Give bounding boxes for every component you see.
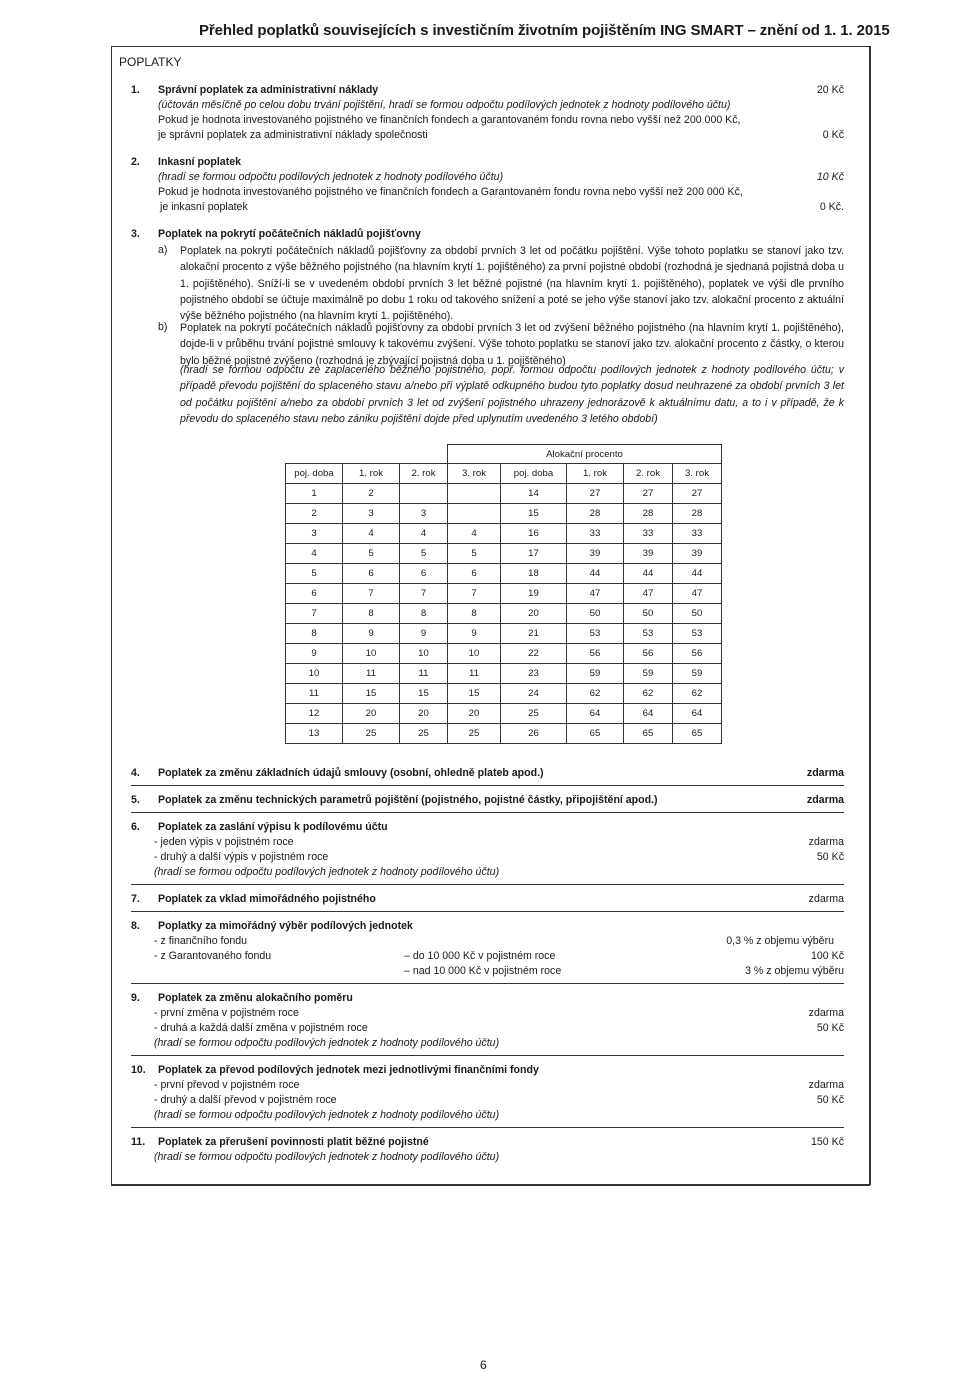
s2-line2: je inkasní poplatek <box>160 201 248 213</box>
table-cell: 24 <box>501 684 567 704</box>
table-cell: 6 <box>286 584 343 604</box>
table-row <box>286 604 722 624</box>
table-cell: 53 <box>567 624 624 644</box>
s4-title: Poplatek za změnu základních údajů smlouvy (osobní, ohledně plateb apod.) <box>158 767 544 779</box>
table-cell: 25 <box>400 724 448 744</box>
s8-amount1: 0,3 % z objemu výběru <box>726 935 834 947</box>
table-cell: 39 <box>673 544 722 564</box>
table-header-cell: 1. rok <box>567 464 624 484</box>
table-row <box>286 644 722 664</box>
table-row <box>286 504 722 524</box>
table-row <box>286 704 722 724</box>
table-cell: 27 <box>673 484 722 504</box>
table-cell: 64 <box>673 704 722 724</box>
s7-amount: zdarma <box>808 893 844 905</box>
s8-item2-tier1: – do 10 000 Kč v pojistném roce <box>404 950 556 962</box>
s7-number: 7. <box>131 893 140 905</box>
s10-amount2: 50 Kč <box>816 1094 844 1106</box>
table-cell: 10 <box>448 644 501 664</box>
table-cell: 50 <box>673 604 722 624</box>
table-row <box>286 484 722 504</box>
table-cell: 4 <box>400 524 448 544</box>
s10-note: (hradí se formou odpočtu podílových jednotek z hodnoty podílového účtu) <box>154 1109 500 1121</box>
separator <box>131 983 844 984</box>
table-cell: 26 <box>501 724 567 744</box>
table-cell: 27 <box>624 484 673 504</box>
table-cell: 20 <box>448 704 501 724</box>
table-cell: 33 <box>567 524 624 544</box>
s6-amount1: zdarma <box>808 836 844 848</box>
table-row <box>286 584 722 604</box>
table-cell: 7 <box>400 584 448 604</box>
table-header-cell: 3. rok <box>673 464 722 484</box>
table-cell: 11 <box>400 664 448 684</box>
table-cell: 4 <box>448 524 501 544</box>
s9-amount2: 50 Kč <box>816 1022 844 1034</box>
table-cell: 64 <box>624 704 673 724</box>
table-cell: 12 <box>286 704 343 724</box>
table-cell: 50 <box>567 604 624 624</box>
s10-amount1: zdarma <box>808 1079 844 1091</box>
table-cell: 9 <box>448 624 501 644</box>
s3-b-label: b) <box>158 321 168 333</box>
s2-amount2: 0 Kč. <box>819 201 844 213</box>
table-cell: 47 <box>673 584 722 604</box>
table-cell: 22 <box>501 644 567 664</box>
s4-amount: zdarma <box>806 767 844 779</box>
s3-a-text: Poplatek na pokrytí počátečních nákladů pojišťovny za období prvních 3 let od počátku pojištění. Výše tohoto poplatku se stanoví jako tzv. alokační procento z výše běžného pojistného (na hlavním krytí 1. pojištěného) za první pojistné období (rozhodná je sjednaná pojistná doba u 1. pojištěného). Sníží-li se v uvedeném období prvních 3 let běžné pojistné (na hlavním krytí 1. pojištěného), poplatek ve výši dle prvního pojistného období se účtuje maximálně po dobu 1 roku od takového snížení a poté se jeho výše stanoví jako tzv. alokační procento z aktuální výše běžného pojistného (na hlavním krytí 1. pojištěného). <box>180 245 844 323</box>
table-cell: 44 <box>673 564 722 584</box>
table-cell: 28 <box>624 504 673 524</box>
table-cell: 8 <box>400 604 448 624</box>
table-row <box>286 564 722 584</box>
table-cell: 8 <box>343 604 400 624</box>
s2-note: (hradí se formou odpočtu podílových jednotek z hodnoty podílového účtu) <box>158 171 504 183</box>
s11-note: (hradí se formou odpočtu podílových jednotek z hodnoty podílového účtu) <box>154 1151 500 1163</box>
table-cell: 47 <box>567 584 624 604</box>
table-cell: 25 <box>501 704 567 724</box>
table-cell: 3 <box>343 504 400 524</box>
table-caption: Alokační procento <box>448 445 722 464</box>
table-cell: 53 <box>624 624 673 644</box>
table-row <box>286 724 722 744</box>
table-cell: 65 <box>624 724 673 744</box>
table-cell: 44 <box>624 564 673 584</box>
separator <box>131 1055 844 1056</box>
table-cell: 9 <box>286 644 343 664</box>
table-cell: 7 <box>448 584 501 604</box>
table-cell: 56 <box>673 644 722 664</box>
separator <box>131 785 844 786</box>
table-cell: 28 <box>673 504 722 524</box>
s2-number: 2. <box>131 156 140 168</box>
frame-right-border <box>869 46 871 1185</box>
document-title: Přehled poplatků souvisejících s investičním životním pojištěním ING SMART – znění od 1. 1. 2015 <box>199 22 890 39</box>
table-cell: 7 <box>343 584 400 604</box>
s9-item2: - druhá a každá další změna v pojistném roce <box>154 1022 368 1034</box>
s4-number: 4. <box>131 767 140 779</box>
table-cell: 20 <box>400 704 448 724</box>
frame-bottom-border <box>111 1184 870 1186</box>
s3-b-text: Poplatek na pokrytí počátečních nákladů pojišťovny za období prvních 3 let od zvýšení běžného pojistného (na hlavním krytí 1. pojištěného), dojde-li v průběhu trvání pojistné smlouvy k takovému zvýšení. Výše tohoto poplatku se stanoví jako tzv. alokační procento z částky, o kterou bylo běžné pojistné zvýšeno (rozhodná je zbývající pojistná doba u 1. pojištěného) <box>180 322 844 367</box>
table-cell: 10 <box>343 644 400 664</box>
s8-amount3: 3 % z objemu výběru <box>745 965 844 977</box>
table-row <box>286 524 722 544</box>
table-cell: 50 <box>624 604 673 624</box>
table-cell: 27 <box>567 484 624 504</box>
s5-title: Poplatek za změnu technických parametrů pojištění (pojistného, pojistné částky, připojištění apod.) <box>158 794 658 806</box>
table-cell: 11 <box>343 664 400 684</box>
table-cell <box>400 484 448 504</box>
s6-number: 6. <box>131 821 140 833</box>
table-cell: 28 <box>567 504 624 524</box>
s9-number: 9. <box>131 992 140 1004</box>
table-cell: 56 <box>624 644 673 664</box>
table-cell: 2 <box>343 484 400 504</box>
table-cell: 62 <box>567 684 624 704</box>
s8-amount2: 100 Kč <box>811 950 844 962</box>
table-cell: 10 <box>400 644 448 664</box>
table-header-cell: 1. rok <box>343 464 400 484</box>
s8-item2-tier2: – nad 10 000 Kč v pojistném roce <box>404 965 562 977</box>
table-cell: 39 <box>567 544 624 564</box>
table-cell: 8 <box>448 604 501 624</box>
table-cell: 10 <box>286 664 343 684</box>
table-cell <box>448 504 501 524</box>
table-cell: 6 <box>400 564 448 584</box>
s8-item1: - z finančního fondu <box>154 935 248 947</box>
table-header-row <box>286 464 722 484</box>
table-cell: 44 <box>567 564 624 584</box>
table-cell: 5 <box>343 544 400 564</box>
table-cell: 11 <box>286 684 343 704</box>
table-cell: 62 <box>673 684 722 704</box>
s6-item1: - jeden výpis v pojistném roce <box>154 836 294 848</box>
s2-line1: Pokud je hodnota investovaného pojistného ve finančních fondech a Garantovaném fondu rovna nebo vyšší než 200 000 Kč, <box>158 186 743 198</box>
table-cell: 59 <box>567 664 624 684</box>
s11-title: Poplatek za přerušení povinnosti platit běžné pojistné <box>158 1136 429 1148</box>
s1-amount2: 0 Kč <box>822 129 844 141</box>
allocation-table <box>285 444 722 744</box>
separator <box>131 812 844 813</box>
table-row <box>286 684 722 704</box>
s6-item2: - druhý a další výpis v pojistném roce <box>154 851 329 863</box>
table-cell: 20 <box>343 704 400 724</box>
s3-b-note: (hradí se formou odpočtu ze zaplaceného běžného pojistného, popř. formou odpočtu podílových jednotek z hodnoty podílového účtu; v případě převodu pojištění do splaceného stavu a/nebo při výplatě odkupného budou tyto poplatky dosud neuhrazené za období prvních 3 let od počátku pojištění a/nebo za období prvních 3 let od zvýšení pojistného uhrazeny jednorázově k aktuálnímu datu, a to i v případě, že k převodu do splaceného stavu nebo zániku pojištění dojde před uplynutím uvedeného 3 letého období) <box>180 364 844 425</box>
table-cell: 59 <box>673 664 722 684</box>
s3-a-label: a) <box>158 244 168 256</box>
table-cell: 2 <box>286 504 343 524</box>
s10-title: Poplatek za převod podílových jednotek mezi jednotlivými finančními fondy <box>158 1064 539 1076</box>
s7-title: Poplatek za vklad mimořádného pojistného <box>158 893 376 905</box>
s9-amount1: zdarma <box>808 1007 844 1019</box>
table-row <box>286 624 722 644</box>
s6-amount2: 50 Kč <box>816 851 844 863</box>
separator <box>131 1127 844 1128</box>
s6-note: (hradí se formou odpočtu podílových jednotek z hodnoty podílového účtu) <box>154 866 500 878</box>
table-cell: 16 <box>501 524 567 544</box>
separator <box>131 911 844 912</box>
table-cell: 62 <box>624 684 673 704</box>
table-row <box>286 664 722 684</box>
s8-item2: - z Garantovaného fondu <box>154 950 272 962</box>
s9-title: Poplatek za změnu alokačního poměru <box>158 992 353 1004</box>
table-cell: 33 <box>624 524 673 544</box>
table-cell: 39 <box>624 544 673 564</box>
table-cell: 9 <box>343 624 400 644</box>
table-header-cell: 2. rok <box>624 464 673 484</box>
table-cell: 33 <box>673 524 722 544</box>
s5-amount: zdarma <box>806 794 844 806</box>
s3-number: 3. <box>131 228 140 240</box>
table-cell: 4 <box>286 544 343 564</box>
table-cell: 19 <box>501 584 567 604</box>
s6-title: Poplatek za zaslání výpisu k podílovému účtu <box>158 821 388 833</box>
table-cell: 8 <box>286 624 343 644</box>
table-cell: 13 <box>286 724 343 744</box>
table-cell: 47 <box>624 584 673 604</box>
table-header-cell: 2. rok <box>400 464 448 484</box>
separator <box>131 884 844 885</box>
section-label: POPLATKY <box>119 55 182 69</box>
s1-line1: Pokud je hodnota investovaného pojistného ve finančních fondech a garantovaném fondu rovna nebo vyšší než 200 000 Kč, <box>158 114 741 126</box>
table-cell: 18 <box>501 564 567 584</box>
s11-amount: 150 Kč <box>811 1136 844 1148</box>
table-cell: 5 <box>400 544 448 564</box>
table-cell: 14 <box>501 484 567 504</box>
s11-number: 11. <box>131 1136 146 1148</box>
table-cell: 65 <box>673 724 722 744</box>
table-cell: 1 <box>286 484 343 504</box>
table-cell: 59 <box>624 664 673 684</box>
table-cell: 5 <box>286 564 343 584</box>
table-cell: 15 <box>448 684 501 704</box>
table-header-cell: 3. rok <box>448 464 501 484</box>
s1-number: 1. <box>131 84 140 96</box>
table-cell: 6 <box>448 564 501 584</box>
s8-title: Poplatky za mimořádný výběr podílových jednotek <box>158 920 413 932</box>
table-cell: 5 <box>448 544 501 564</box>
s8-number: 8. <box>131 920 140 932</box>
table-cell <box>448 484 501 504</box>
table-cell: 6 <box>343 564 400 584</box>
table-cell: 17 <box>501 544 567 564</box>
s9-note: (hradí se formou odpočtu podílových jednotek z hodnoty podílového účtu) <box>154 1037 500 1049</box>
s2-title: Inkasní poplatek <box>158 156 242 168</box>
table-cell: 25 <box>343 724 400 744</box>
table-cell: 15 <box>400 684 448 704</box>
table-cell: 25 <box>448 724 501 744</box>
table-cell: 11 <box>448 664 501 684</box>
table-cell: 53 <box>673 624 722 644</box>
s5-number: 5. <box>131 794 140 806</box>
table-row <box>286 544 722 564</box>
table-cell: 15 <box>501 504 567 524</box>
s10-item1: - první převod v pojistném roce <box>154 1079 300 1091</box>
table-cell: 7 <box>286 604 343 624</box>
s1-title: Správní poplatek za administrativní náklady <box>158 84 379 96</box>
table-cell: 64 <box>567 704 624 724</box>
s3-title: Poplatek na pokrytí počátečních nákladů pojišťovny <box>158 228 421 240</box>
page-number: 6 <box>480 1358 487 1372</box>
s2-amount: 10 Kč <box>816 171 844 183</box>
s9-item1: - první změna v pojistném roce <box>154 1007 299 1019</box>
table-cell: 65 <box>567 724 624 744</box>
table-cell: 56 <box>567 644 624 664</box>
s10-item2: - druhý a další převod v pojistném roce <box>154 1094 337 1106</box>
table-header-cell: poj. doba <box>286 464 343 484</box>
table-header-cell: poj. doba <box>501 464 567 484</box>
table-cell: 3 <box>400 504 448 524</box>
s1-amount: 20 Kč <box>816 84 844 96</box>
s1-note: (účtován měsíčně po celou dobu trvání pojištění, hradí se formou odpočtu podílových jednotek z hodnoty podílového účtu) <box>158 99 731 111</box>
s10-number: 10. <box>131 1064 146 1076</box>
table-cell: 20 <box>501 604 567 624</box>
table-cell: 21 <box>501 624 567 644</box>
table-cell: 4 <box>343 524 400 544</box>
s1-line2: je správní poplatek za administrativní náklady společnosti <box>158 129 428 141</box>
table-cell: 3 <box>286 524 343 544</box>
table-cell: 15 <box>343 684 400 704</box>
table-cell: 23 <box>501 664 567 684</box>
table-cell: 9 <box>400 624 448 644</box>
